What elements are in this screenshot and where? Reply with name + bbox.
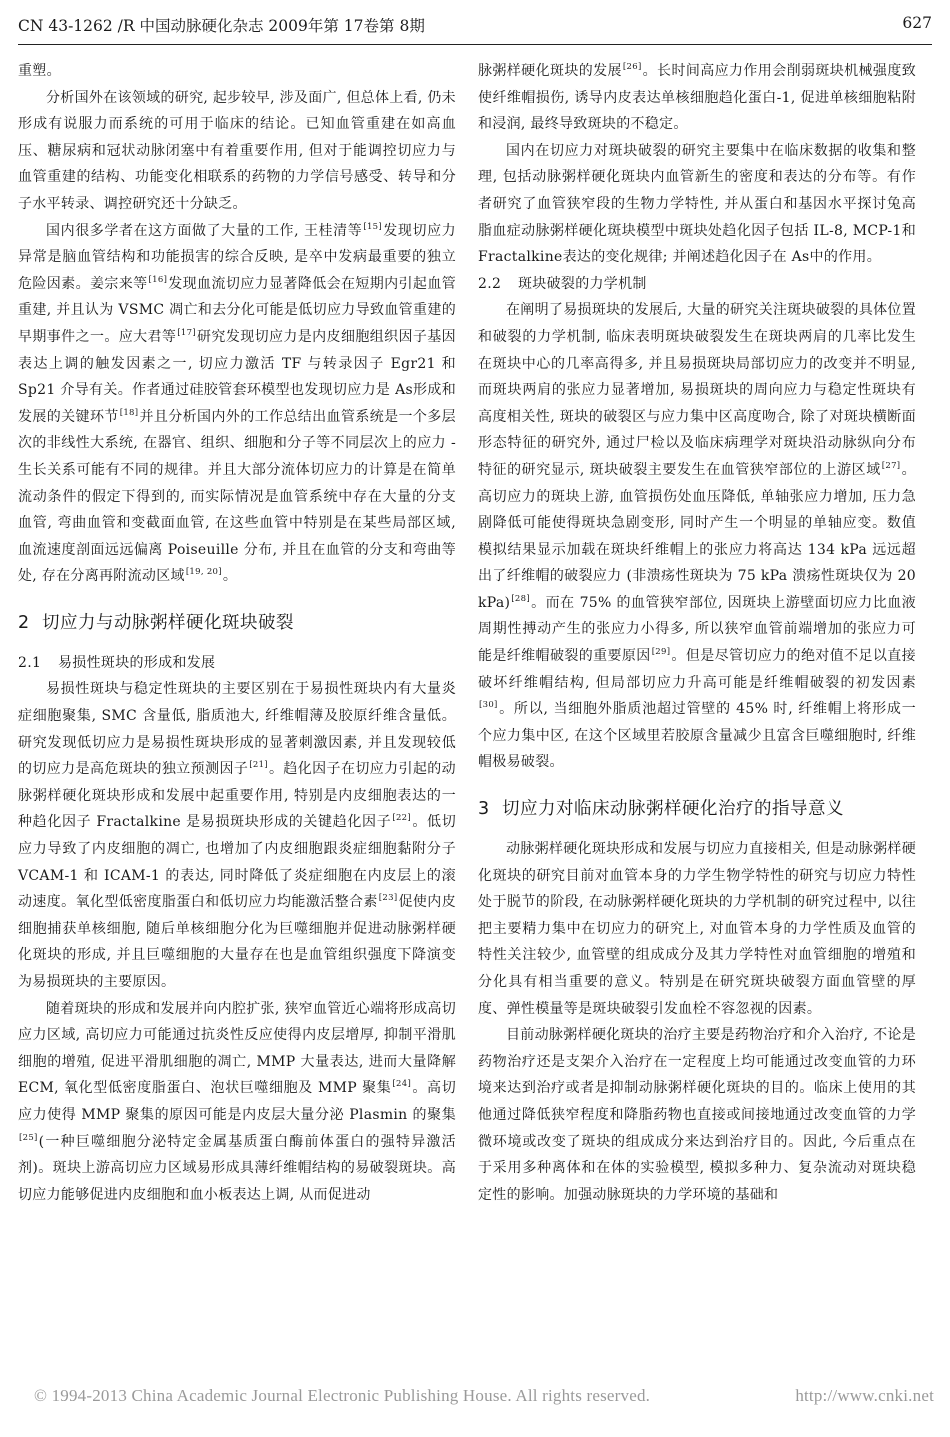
- citation-ref: [29]: [651, 647, 671, 658]
- citation-ref: [16]: [148, 274, 168, 285]
- section-heading: [18, 610, 456, 636]
- page-footer: [34, 1386, 934, 1406]
- header-rule: [18, 44, 932, 45]
- subsection-heading: [478, 271, 916, 298]
- body-paragraph: 动脉粥样硬化斑块形成和发展与切应力直接相关, 但是动脉粥样硬化斑块的研究目前对血管本身的力学生物学特性的研究与切应力特性处于脱节的阶段, 在动脉粥样硬化斑块的力学机制的研究过程中, 以往把主要精力集中在切应力的研究上, 对血管本身的力学性质及血管的特性关注较少, 血管壁的组成成分及其力学特性对血管细胞的增殖和分化具有相当重要的意义。特别是在研究斑块破裂方面血管壁的厚度、弹性模量等是斑块破裂引发血栓不容忽视的因素。: [478, 841, 916, 1017]
- body-paragraph: 分析国外在该领域的研究, 起步较早, 涉及面广, 但总体上看, 仍未形成有说服力而系统的可用于临床的结论。已知血管重建在如高血压、糖尿病和冠状动脉闭塞中有着重要作用, 但对于能调控切应力与血管重建的结构、功能变化相联系的药物的力学信号感受、转导和分子水平转录、调控研究还十分缺乏。: [18, 89, 456, 212]
- citation-ref: [22]: [392, 813, 412, 824]
- citation-ref: [15]: [363, 221, 382, 232]
- section-heading: [478, 796, 916, 822]
- heading-number: 3: [478, 799, 490, 820]
- journal-citation: CN 43-1262 /R 中国动脉硬化杂志 2009年第 17卷第 8期: [18, 17, 425, 35]
- citation-ref: [30]: [479, 700, 498, 711]
- heading-text: 斑块破裂的力学机制: [518, 275, 647, 292]
- page-number: 627: [902, 14, 932, 32]
- left-column: [18, 58, 456, 1208]
- heading-text: 切应力与动脉粥样硬化斑块破裂: [42, 612, 294, 633]
- page-header: [18, 14, 932, 42]
- heading-text: 易损性斑块的形成和发展: [58, 654, 216, 671]
- citation-ref: [21]: [249, 760, 268, 771]
- body-paragraph: 易损性斑块与稳定性斑块的主要区别在于易损性斑块内有大量炎症细胞聚集, SMC 含量低, 脂质池大, 纤维帽薄及胶原纤维含量低。研究发现低切应力是易损性斑块形成的显著刺激因素, 并且发现较低的切应力是高危斑块的独立预测因子[21]。趋化因子在切应力引起的动脉粥样硬化斑块形成和发展中起重要作用, 特别是内皮细胞表达的一种趋化因子 Fractalkine 是易损斑块形成的关键趋化因子[22]。低切应力导致了内皮细胞的凋亡, 也增加了内皮细胞跟炎症细胞黏附分子 VCAM-1 和 ICAM-1 的表达, 同时降低了炎症细胞在内皮层上的滚动速度。氧化型低密度脂蛋白和低切应力均能激活整合素[23]促使内皮细胞捕获单核细胞, 随后单核细胞分化为巨噬细胞并促进动脉粥样硬化斑块的形成, 并且巨噬细胞的大量存在也是血管组织强度下降演变为易损斑块的主要原因。: [18, 681, 457, 990]
- citation-ref: [27]: [881, 460, 901, 471]
- citation-ref: [17]: [177, 327, 196, 338]
- citation-ref: [24]: [392, 1079, 412, 1090]
- body-paragraph: 国内很多学者在这方面做了大量的工作, 王桂清等[15]发现切应力异常是脑血管结构和功能损害的综合反映, 是卒中发病最重要的独立危险因素。姜宗来等[16]发现血流切应力显著降低会在短期内引起血管重建, 并且认为 VSMC 凋亡和去分化可能是低切应力导致血管重建的早期事件之一。应大君等[17]研究发现切应力是内皮细胞组织因子基因表达上调的触发因素之一, 切应力激活 TF 与转录因子 Egr21 和 Sp21 介导有关。作者通过硅胶管套环模型也发现切应力是 As形成和发展的关键环节[18]并且分析国内外的工作总结出血管系统是一个多层次的非线性大系统, 在器官、组织、细胞和分子等不同层次上的应力 - 生长关系可能有不同的规律。并且大部分流体切应力的计算是在简单流动条件的假定下得到的, 而实际情况是血管系统中存在大量的分支血管, 弯曲血管和变截面血管, 在这些血管中特别是在某些局部区域, 血流速度剖面远远偏离 Poiseuille 分布, 并且在血管的分支和弯曲等处, 存在分离再附流动区域[19, 20]。: [18, 221, 457, 585]
- citation-ref: [28]: [511, 593, 530, 604]
- citation-ref: [26]: [622, 62, 642, 72]
- citation-ref: [18]: [119, 407, 139, 418]
- citation-ref: [23]: [378, 893, 398, 904]
- body-paragraph: 重塑。: [18, 63, 61, 79]
- right-column: [478, 58, 916, 1208]
- body-paragraph: 目前动脉粥样硬化斑块的治疗主要是药物治疗和介入治疗, 不论是药物治疗还是支架介入治疗在一定程度上均可能通过改变血管的力环境来达到治疗或者是抑制动脉粥样硬化斑块的目的。临床上使用的其他通过降低狭窄程度和降脂药物也直接或间接地通过改变血管的力学微环境或改变了斑块的组成成分来达到治疗目的。因此, 今后重点在于采用多种离体和在体的实验模型, 模拟多种力、复杂流动对斑块稳定性的影响。加强动脉斑块的力学环境的基础和: [478, 1027, 916, 1203]
- heading-number: 2: [18, 612, 30, 633]
- body-paragraph: 随着斑块的形成和发展并向内腔扩张, 狭窄血管近心端将形成高切应力区域, 高切应力可能通过抗炎性反应使得内皮层增厚, 抑制平滑肌细胞的增殖, 促进平滑肌细胞的凋亡, MMP 大量表达, 进而大量降解 ECM, 氧化型低密度脂蛋白、泡状巨噬细胞及 MMP 聚集[24]。高切应力使得 MMP 聚集的原因可能是内皮层大量分泌 Plasmin 的聚集[25](一种巨噬细胞分泌特定金属基质蛋白酶前体蛋白的强特异激活剂)。斑块上游高切应力区域易形成具薄纤维帽结构的易破裂斑块。高切应力能够促进内皮细胞和血小板表达上调, 从而促进动: [18, 1000, 456, 1203]
- copyright-notice: © 1994-2013 China Academic Journal Electronic Publishing House. All rights reserved.: [34, 1386, 651, 1405]
- subsection-heading: [18, 650, 456, 677]
- citation-ref: [25]: [19, 1132, 38, 1143]
- body-paragraph: 在阐明了易损斑块的发展后, 大量的研究关注斑块破裂的具体位置和破裂的力学机制, 临床表明斑块破裂发生在斑块两肩的几率比发生在斑块中心的几率高得多, 并且易损斑块局部切应力的改变并不明显, 而斑块两肩的张应力显著增加, 易损斑块的周向应力与稳定性斑块有高度相关性, 斑块的破裂区与应力集中区高度吻合, 除了对斑块横断面形态特征的研究外, 通过尸检以及临床病理学对斑块沿动脉纵向分布特征的研究显示, 斑块破裂主要发生在血管狭窄部位的上游区域[27]。高切应力的斑块上游, 血管损伤处血压降低, 单轴张应力增加, 压力急剧降低可能使得斑块急剧变形, 同时产生一个明显的单轴应变。数值模拟结果显示加载在斑块纤维帽上的张应力将高达 134 kPa 远远超出了纤维帽的破裂应力 (非溃疡性斑块为 75 kPa 溃疡性斑块仅为 20 kPa)[28]。而在 75% 的血管狭窄部位, 因斑块上游壁面切应力比血液周期性搏动产生的张应力小得多, 所以狭窄血管前端增加的张应力可能是纤维帽破裂的重要原因[29]。但是尽管切应力的绝对值不足以直接破坏纤维帽结构, 但局部切应力升高可能是纤维帽破裂的初发因素[30]。所以, 当细胞外脂质池超过管壁的 45% 时, 纤维帽上将形成一个应力集中区, 在这个区域里若胶原含量减少且富含巨噬细胞时, 纤维帽极易破裂。: [478, 302, 916, 771]
- heading-text: 切应力对临床动脉粥样硬化治疗的指导意义: [502, 799, 844, 820]
- footer-url: http://www.cnki.net: [795, 1386, 934, 1405]
- heading-number: 2.1: [18, 654, 42, 671]
- body-paragraph: 脉粥样硬化斑块的发展[26]。长时间高应力作用会削弱斑块机械强度致使纤维帽损伤, 诱导内皮表达单核细胞趋化蛋白-1, 促进单核细胞粘附和浸润, 最终导致斑块的不稳定。: [478, 62, 917, 133]
- citation-ref: [19, 20]: [185, 567, 222, 578]
- heading-number: 2.2: [478, 275, 502, 292]
- body-paragraph: 国内在切应力对斑块破裂的研究主要集中在临床数据的收集和整理, 包括动脉粥样硬化斑块内血管新生的密度和表达的分布等。有作者研究了血管狭窄段的生物力学特性, 并从蛋白和基因水平探讨兔高脂血症动脉粥样硬化斑块模型中斑块处趋化因子包括 IL-8, MCP-1和 Fractalkine表达的变化规律; 并阐述趋化因子在 As中的作用。: [478, 142, 916, 266]
